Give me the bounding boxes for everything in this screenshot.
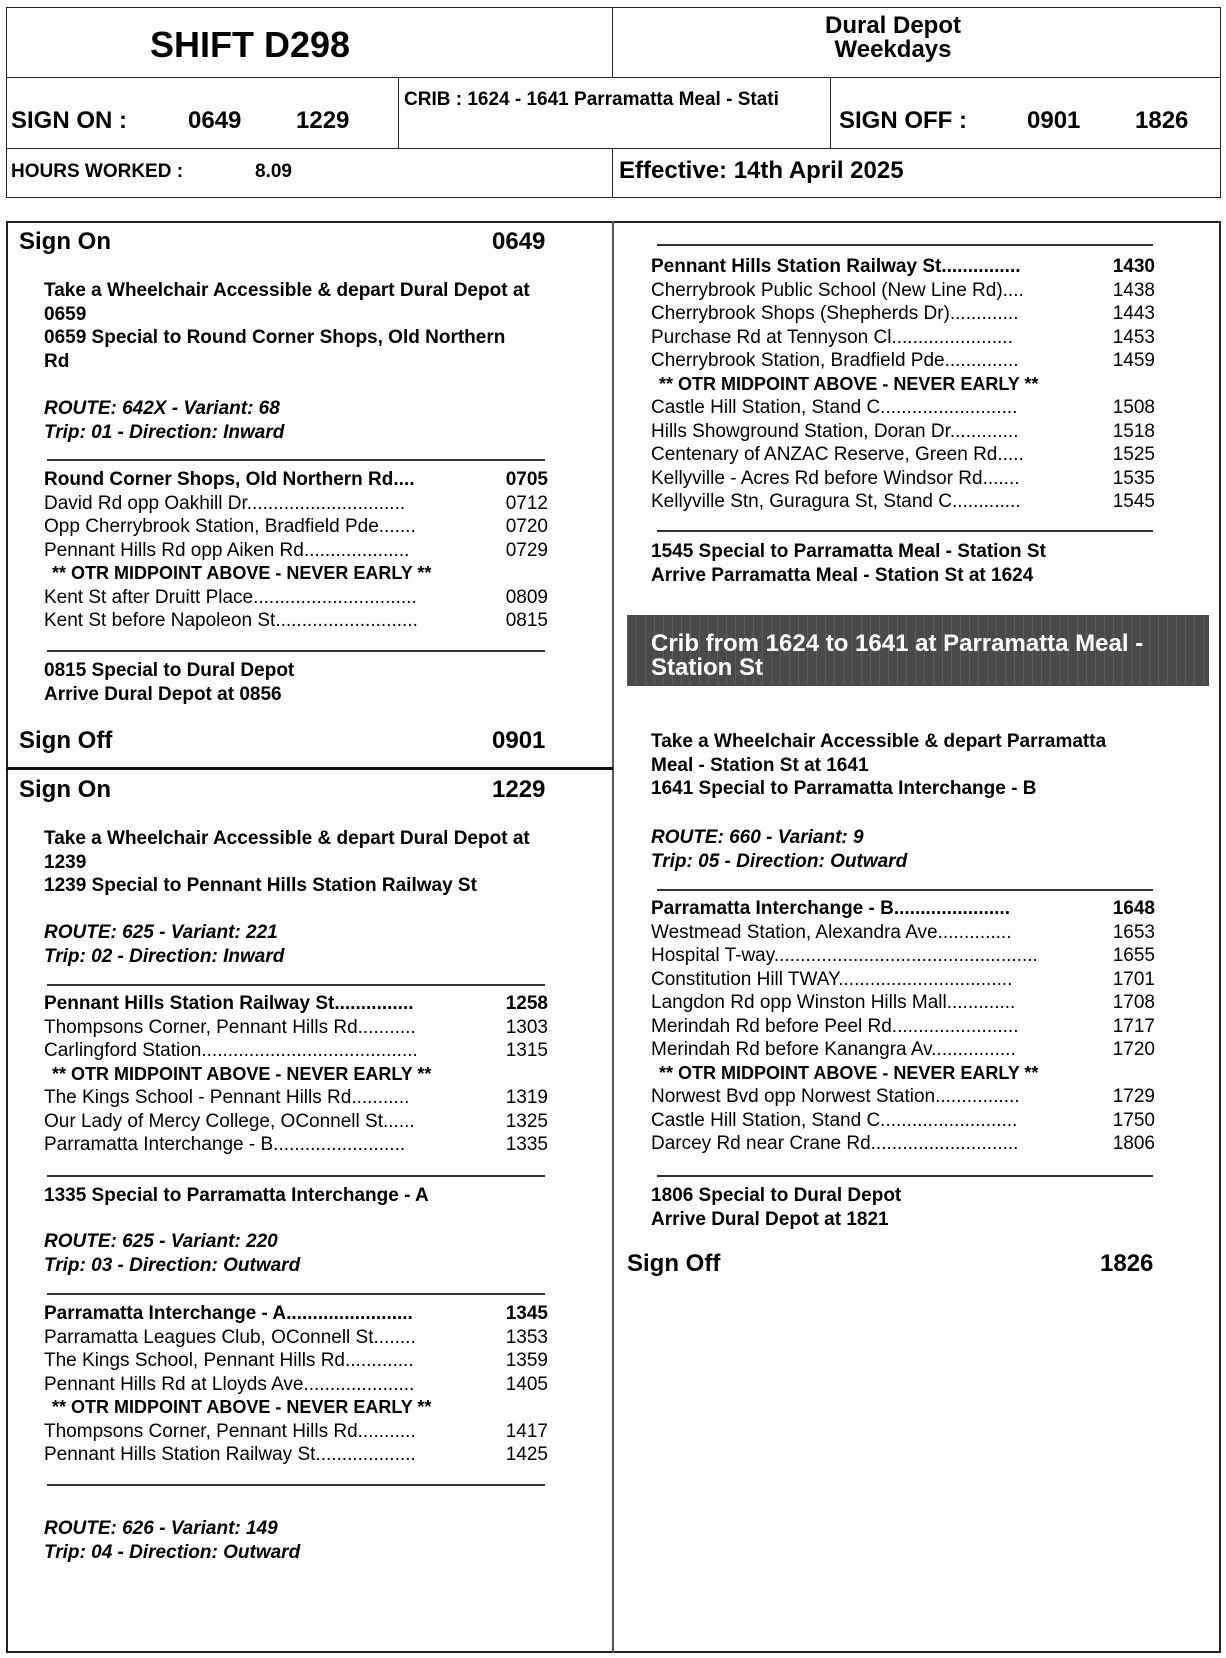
stop-row: Thompsons Corner, Pennant Hills Rd........... 1417: [44, 1420, 548, 1442]
depot-name: Dural Depot: [824, 12, 961, 39]
effective-date: Effective: 14th April 2025: [619, 157, 904, 184]
header-divider: [612, 148, 613, 198]
route-info: ROUTE: 626 - Variant: 149 Trip: 04 - Direction: Outward: [44, 1518, 301, 1563]
separator: [47, 1175, 545, 1177]
depot-info: [613, 14, 1173, 62]
otr-midpoint-note: ** OTR MIDPOINT ABOVE - NEVER EARLY **: [52, 563, 432, 583]
stop-row: Pennant Hills Station Railway St............... 1258: [44, 993, 548, 1014]
crib-summary: CRIB : 1624 - 1641 Parramatta Meal - Stati: [404, 89, 779, 110]
header-divider: [6, 77, 1221, 78]
separator: [47, 650, 545, 652]
separator: [657, 530, 1153, 532]
sign-off-label: SIGN OFF :: [839, 107, 967, 134]
depart-instructions: Take a Wheelchair Accessible & depart Parramatta Meal - Station St at 1641 1641 Special to Parramatta Interchange - B: [651, 731, 1107, 799]
sign-off-time-2: 1826: [1135, 107, 1189, 134]
route-info: ROUTE: 660 - Variant: 9 Trip: 05 - Direction: Outward: [651, 827, 908, 872]
stop-row: Parramatta Interchange - B......................... 1335: [44, 1134, 548, 1155]
stop-list: [44, 992, 548, 1157]
crib-banner: Crib from 1624 to 1641 at Parramatta Meal - Station St: [627, 615, 1209, 686]
deadhead-instructions: 1806 Special to Dural Depot Arrive Dural Depot at 1821: [651, 1185, 902, 1230]
stop-row: Kellyville Stn, Guragura St, Stand C............. 1545: [651, 491, 1155, 512]
block-divider: [6, 767, 613, 770]
stop-row: Thompsons Corner, Pennant Hills Rd........... 1303: [44, 1016, 548, 1038]
stop-row: Pennant Hills Station Railway St................... 1425: [44, 1444, 548, 1465]
sign-off-time: 0901: [492, 727, 546, 754]
stop-row: Our Lady of Mercy College, OConnell St...... 1325: [44, 1110, 548, 1132]
stop-row: Kellyville - Acres Rd before Windsor Rd....... 1535: [651, 467, 1155, 489]
separator: [657, 244, 1153, 246]
column-divider: [612, 221, 614, 1653]
stop-row: Hills Showground Station, Doran Dr............. 1518: [651, 420, 1155, 442]
sign-on-title: Sign On: [19, 776, 111, 803]
stop-row: Langdon Rd opp Winston Hills Mall............. 1708: [651, 992, 1155, 1013]
route-info: ROUTE: 625 - Variant: 221 Trip: 02 - Direction: Inward: [44, 922, 285, 967]
shift-title: SHIFT D298: [150, 24, 351, 65]
separator: [657, 1175, 1153, 1177]
stop-row: Norwest Bvd opp Norwest Station................ 1729: [651, 1086, 1155, 1107]
sign-off-title: Sign Off: [627, 1250, 721, 1277]
stop-list: [651, 255, 1155, 514]
header-divider: [6, 148, 1221, 149]
header-divider: [830, 77, 831, 149]
stop-row: Castle Hill Station, Stand C.......................... 1750: [651, 1109, 1155, 1131]
route-info: ROUTE: 625 - Variant: 220 Trip: 03 - Direction: Outward: [44, 1231, 301, 1276]
stop-row: Opp Cherrybrook Station, Bradfield Pde....... 0720: [44, 516, 548, 537]
header-divider: [398, 77, 399, 149]
depart-instructions: Take a Wheelchair Accessible & depart Dural Depot at 1239 1239 Special to Pennant Hills Station Railway St: [44, 828, 530, 896]
separator: [47, 984, 545, 986]
stop-row: Purchase Rd at Tennyson Cl....................... 1453: [651, 326, 1155, 348]
separator: [47, 459, 545, 461]
stop-row: Castle Hill Station, Stand C.......................... 1508: [651, 397, 1155, 418]
stop-row: Parramatta Interchange - A........................ 1345: [44, 1303, 548, 1324]
stop-row: Kent St after Druitt Place............................... 0809: [44, 586, 548, 608]
stop-row: Cherrybrook Shops (Shepherds Dr)............. 1443: [651, 303, 1155, 324]
stop-row: Merindah Rd before Kanangra Av................ 1720: [651, 1039, 1155, 1060]
otr-midpoint-note: ** OTR MIDPOINT ABOVE - NEVER EARLY **: [52, 1397, 432, 1417]
separator: [47, 1293, 545, 1295]
stop-row: Centenary of ANZAC Reserve, Green Rd..... 1525: [651, 444, 1155, 465]
stop-row: Pennant Hills Rd opp Aiken Rd.................... 0729: [44, 539, 548, 561]
hours-worked-value: 8.09: [255, 161, 292, 182]
sign-off-time-1: 0901: [1027, 107, 1081, 134]
stop-row: Westmead Station, Alexandra Ave.............. 1653: [651, 921, 1155, 943]
sign-off-time: 1826: [1100, 1250, 1154, 1277]
stop-row: Pennant Hills Station Railway St............... 1430: [651, 256, 1155, 277]
stop-list: [44, 468, 548, 633]
hours-worked-label: HOURS WORKED :: [11, 161, 184, 182]
deadhead-instructions: 1335 Special to Parramatta Interchange - A: [44, 1185, 429, 1206]
sign-on-time: 1229: [492, 776, 546, 803]
separator: [47, 1484, 545, 1486]
stop-list: [651, 897, 1155, 1156]
stop-row: Merindah Rd before Peel Rd........................ 1717: [651, 1015, 1155, 1037]
day-type: Weekdays: [834, 36, 952, 63]
stop-row: Constitution Hill TWAY................................. 1701: [651, 968, 1155, 990]
depart-instructions: Take a Wheelchair Accessible & depart Dural Depot at 0659 0659 Special to Round Corner Shops, Old Northern Rd: [44, 280, 530, 372]
stop-row: The Kings School, Pennant Hills Rd............. 1359: [44, 1350, 548, 1371]
deadhead-instructions: 1545 Special to Parramatta Meal - Station St Arrive Parramatta Meal - Station St at 1624: [651, 541, 1046, 586]
stop-row: Cherrybrook Station, Bradfield Pde.............. 1459: [651, 350, 1155, 371]
stop-row: Cherrybrook Public School (New Line Rd).... 1438: [651, 279, 1155, 301]
stop-row: Pennant Hills Rd at Lloyds Ave..................... 1405: [44, 1373, 548, 1395]
stop-row: The Kings School - Pennant Hills Rd........... 1319: [44, 1087, 548, 1108]
stop-row: Hospital T-way.................................................. 1655: [651, 945, 1155, 966]
stop-row: Parramatta Leagues Club, OConnell St........ 1353: [44, 1326, 548, 1348]
stop-row: Kent St before Napoleon St........................... 0815: [44, 610, 548, 631]
sign-on-title: Sign On: [19, 228, 111, 255]
sign-on-time: 0649: [492, 228, 546, 255]
stop-row: Darcey Rd near Crane Rd............................ 1806: [651, 1133, 1155, 1154]
deadhead-instructions: 0815 Special to Dural Depot Arrive Dural Depot at 0856: [44, 660, 295, 705]
sign-off-title: Sign Off: [19, 727, 113, 754]
sign-on-time-1: 0649: [188, 107, 242, 134]
stop-row: Parramatta Interchange - B...................... 1648: [651, 898, 1155, 919]
separator: [657, 889, 1153, 891]
stop-row: Carlingford Station......................................... 1315: [44, 1040, 548, 1061]
otr-midpoint-note: ** OTR MIDPOINT ABOVE - NEVER EARLY **: [659, 1062, 1039, 1083]
stop-list: [44, 1302, 548, 1467]
otr-midpoint-note: ** OTR MIDPOINT ABOVE - NEVER EARLY **: [52, 1063, 432, 1084]
stop-row: Round Corner Shops, Old Northern Rd.... 0705: [44, 469, 548, 490]
sign-on-time-2: 1229: [296, 107, 350, 134]
sign-on-label: SIGN ON :: [11, 107, 128, 134]
stop-row: David Rd opp Oakhill Dr.............................. 0712: [44, 492, 548, 514]
otr-midpoint-note: ** OTR MIDPOINT ABOVE - NEVER EARLY **: [659, 373, 1039, 394]
route-info: ROUTE: 642X - Variant: 68 Trip: 01 - Direction: Inward: [44, 398, 285, 443]
